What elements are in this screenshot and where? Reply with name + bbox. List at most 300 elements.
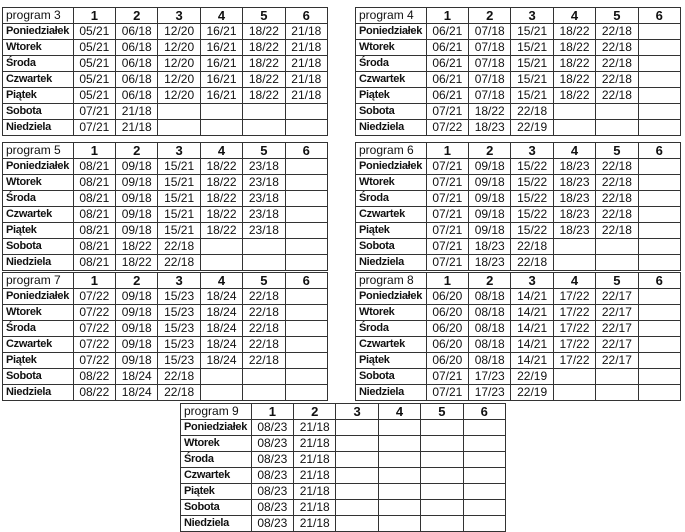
time-cell xyxy=(336,420,378,436)
time-cell xyxy=(463,452,505,468)
time-cell: 06/21 xyxy=(426,40,468,56)
day-label: Piątek xyxy=(356,353,427,369)
column-header: 1 xyxy=(251,404,293,420)
time-cell: 18/22 xyxy=(243,72,285,88)
time-cell xyxy=(463,516,505,532)
time-cell: 06/20 xyxy=(426,305,468,321)
time-cell: 18/23 xyxy=(553,207,595,223)
time-cell: 18/22 xyxy=(243,56,285,72)
time-cell xyxy=(638,385,680,401)
time-cell: 08/21 xyxy=(73,255,115,271)
time-cell xyxy=(553,385,595,401)
time-cell: 22/17 xyxy=(596,353,638,369)
time-cell: 18/22 xyxy=(200,191,242,207)
time-cell: 06/18 xyxy=(116,24,158,40)
time-cell: 21/18 xyxy=(116,104,158,120)
time-cell xyxy=(285,305,327,321)
time-cell: 06/21 xyxy=(426,72,468,88)
time-cell: 07/21 xyxy=(426,104,468,120)
table-row xyxy=(3,305,328,321)
table-row xyxy=(181,468,506,484)
column-header: 6 xyxy=(285,273,327,289)
time-cell: 06/21 xyxy=(426,88,468,104)
header-row xyxy=(356,8,681,24)
column-header: 6 xyxy=(638,8,680,24)
time-cell: 21/18 xyxy=(294,420,336,436)
time-cell xyxy=(596,369,638,385)
time-cell: 22/18 xyxy=(596,24,638,40)
time-cell: 15/21 xyxy=(511,40,553,56)
table-row xyxy=(181,516,506,532)
time-cell: 22/19 xyxy=(511,120,553,136)
time-cell: 21/18 xyxy=(116,120,158,136)
time-cell: 18/23 xyxy=(553,159,595,175)
table-row xyxy=(3,104,328,120)
time-cell: 22/18 xyxy=(511,104,553,120)
time-cell: 07/18 xyxy=(469,72,511,88)
time-cell xyxy=(638,321,680,337)
time-cell: 08/21 xyxy=(73,239,115,255)
time-cell: 17/23 xyxy=(469,385,511,401)
time-cell xyxy=(463,500,505,516)
program-title: program 6 xyxy=(356,143,427,159)
table-row xyxy=(3,40,328,56)
time-cell: 05/21 xyxy=(73,72,115,88)
time-cell: 08/23 xyxy=(251,468,293,484)
table-row xyxy=(181,452,506,468)
time-cell: 18/24 xyxy=(200,321,242,337)
time-cell: 21/18 xyxy=(294,500,336,516)
time-cell: 17/23 xyxy=(469,369,511,385)
time-cell: 09/18 xyxy=(469,191,511,207)
table-row xyxy=(3,337,328,353)
table-row xyxy=(356,385,681,401)
column-header: 3 xyxy=(158,273,200,289)
day-label: Środa xyxy=(356,321,427,337)
column-header: 2 xyxy=(116,273,158,289)
time-cell: 08/23 xyxy=(251,484,293,500)
time-cell xyxy=(285,321,327,337)
time-cell: 22/18 xyxy=(596,207,638,223)
time-cell: 08/23 xyxy=(251,516,293,532)
time-cell: 22/19 xyxy=(511,385,553,401)
column-header: 4 xyxy=(378,404,420,420)
table-row xyxy=(356,289,681,305)
time-cell xyxy=(200,255,242,271)
table-row xyxy=(181,500,506,516)
time-cell: 09/18 xyxy=(116,353,158,369)
time-cell: 18/22 xyxy=(553,88,595,104)
time-cell: 07/22 xyxy=(73,353,115,369)
time-cell: 16/21 xyxy=(200,24,242,40)
time-cell xyxy=(378,516,420,532)
column-header: 5 xyxy=(243,143,285,159)
table-row xyxy=(3,24,328,40)
time-cell: 22/18 xyxy=(158,239,200,255)
time-cell xyxy=(638,191,680,207)
time-cell xyxy=(596,239,638,255)
column-header: 4 xyxy=(553,143,595,159)
time-cell: 21/18 xyxy=(294,516,336,532)
table-row xyxy=(356,337,681,353)
table-row xyxy=(356,24,681,40)
time-cell: 15/21 xyxy=(158,175,200,191)
time-cell: 15/21 xyxy=(158,207,200,223)
time-cell xyxy=(378,436,420,452)
day-label: Poniedziałek xyxy=(356,289,427,305)
time-cell: 15/22 xyxy=(511,191,553,207)
time-cell: 23/18 xyxy=(243,223,285,239)
day-label: Niedziela xyxy=(3,385,74,401)
time-cell: 06/20 xyxy=(426,321,468,337)
time-cell xyxy=(200,385,242,401)
time-cell xyxy=(421,420,463,436)
time-cell: 08/21 xyxy=(73,159,115,175)
day-label: Czwartek xyxy=(3,72,74,88)
time-cell: 18/22 xyxy=(553,24,595,40)
time-cell xyxy=(553,239,595,255)
table-row xyxy=(356,353,681,369)
time-cell xyxy=(336,452,378,468)
time-cell: 22/18 xyxy=(158,369,200,385)
day-label: Niedziela xyxy=(181,516,252,532)
day-label: Sobota xyxy=(356,369,427,385)
time-cell: 09/18 xyxy=(116,289,158,305)
time-cell: 18/22 xyxy=(469,104,511,120)
time-cell: 22/17 xyxy=(596,321,638,337)
column-header: 2 xyxy=(469,143,511,159)
day-label: Wtorek xyxy=(356,40,427,56)
time-cell: 18/24 xyxy=(200,289,242,305)
table-row xyxy=(356,223,681,239)
day-label: Piątek xyxy=(356,88,427,104)
time-cell xyxy=(285,207,327,223)
time-cell: 07/21 xyxy=(426,207,468,223)
day-label: Niedziela xyxy=(356,255,427,271)
day-label: Piątek xyxy=(3,88,74,104)
time-cell xyxy=(596,385,638,401)
time-cell: 07/21 xyxy=(426,369,468,385)
time-cell xyxy=(285,385,327,401)
time-cell: 23/18 xyxy=(243,159,285,175)
time-cell: 15/22 xyxy=(511,207,553,223)
time-cell: 07/21 xyxy=(426,223,468,239)
column-header: 6 xyxy=(285,143,327,159)
time-cell: 22/18 xyxy=(243,353,285,369)
time-cell xyxy=(285,369,327,385)
day-label: Czwartek xyxy=(3,337,74,353)
time-cell: 15/21 xyxy=(511,88,553,104)
time-cell: 18/22 xyxy=(243,40,285,56)
program-9-table xyxy=(180,403,506,532)
time-cell: 18/24 xyxy=(200,337,242,353)
time-cell xyxy=(336,468,378,484)
time-cell: 08/21 xyxy=(73,175,115,191)
table-row xyxy=(3,369,328,385)
day-label: Czwartek xyxy=(356,207,427,223)
day-label: Piątek xyxy=(3,223,74,239)
time-cell: 07/21 xyxy=(426,159,468,175)
table-row xyxy=(356,207,681,223)
time-cell xyxy=(421,468,463,484)
header-row xyxy=(356,273,681,289)
time-cell: 15/21 xyxy=(158,159,200,175)
time-cell: 09/18 xyxy=(116,223,158,239)
time-cell xyxy=(638,40,680,56)
time-cell: 08/18 xyxy=(469,337,511,353)
column-header: 5 xyxy=(243,273,285,289)
column-header: 1 xyxy=(426,273,468,289)
time-cell: 08/21 xyxy=(73,223,115,239)
time-cell xyxy=(200,369,242,385)
column-header: 2 xyxy=(294,404,336,420)
day-label: Poniedziałek xyxy=(356,159,427,175)
time-cell xyxy=(285,159,327,175)
time-cell: 23/18 xyxy=(243,191,285,207)
day-label: Środa xyxy=(3,321,74,337)
column-header: 3 xyxy=(158,143,200,159)
table-row xyxy=(356,191,681,207)
time-cell xyxy=(285,120,327,136)
time-cell: 09/18 xyxy=(469,223,511,239)
time-cell: 09/18 xyxy=(116,159,158,175)
column-header: 6 xyxy=(463,404,505,420)
time-cell: 06/21 xyxy=(426,24,468,40)
time-cell xyxy=(638,159,680,175)
time-cell: 23/18 xyxy=(243,175,285,191)
header-row xyxy=(3,8,328,24)
header-row xyxy=(3,273,328,289)
time-cell xyxy=(243,369,285,385)
time-cell xyxy=(285,337,327,353)
column-header: 3 xyxy=(336,404,378,420)
time-cell xyxy=(463,420,505,436)
table-row xyxy=(356,175,681,191)
time-cell: 15/23 xyxy=(158,321,200,337)
column-header: 5 xyxy=(243,8,285,24)
time-cell: 18/23 xyxy=(553,223,595,239)
time-cell xyxy=(421,516,463,532)
time-cell xyxy=(553,369,595,385)
time-cell: 14/21 xyxy=(511,289,553,305)
program-title: program 9 xyxy=(181,404,252,420)
time-cell: 18/24 xyxy=(200,305,242,321)
time-cell xyxy=(200,120,242,136)
time-cell: 21/18 xyxy=(285,56,327,72)
table-row xyxy=(3,72,328,88)
day-label: Czwartek xyxy=(3,207,74,223)
time-cell: 05/21 xyxy=(73,88,115,104)
column-header: 2 xyxy=(469,8,511,24)
table-row xyxy=(3,159,328,175)
time-cell xyxy=(336,436,378,452)
time-cell: 07/18 xyxy=(469,40,511,56)
table-row xyxy=(3,207,328,223)
column-header: 6 xyxy=(285,8,327,24)
day-label: Piątek xyxy=(3,353,74,369)
time-cell: 21/18 xyxy=(294,468,336,484)
column-header: 5 xyxy=(421,404,463,420)
time-cell xyxy=(378,484,420,500)
time-cell: 21/18 xyxy=(285,40,327,56)
table-row xyxy=(3,56,328,72)
day-label: Sobota xyxy=(356,104,427,120)
day-label: Wtorek xyxy=(356,305,427,321)
time-cell: 22/17 xyxy=(596,337,638,353)
time-cell: 15/21 xyxy=(158,223,200,239)
time-cell xyxy=(243,120,285,136)
time-cell: 21/18 xyxy=(294,452,336,468)
table-row xyxy=(3,223,328,239)
program-title: program 4 xyxy=(356,8,427,24)
time-cell: 07/22 xyxy=(426,120,468,136)
time-cell: 06/18 xyxy=(116,40,158,56)
time-cell xyxy=(243,255,285,271)
time-cell: 14/21 xyxy=(511,305,553,321)
header-row xyxy=(3,143,328,159)
table-row xyxy=(356,40,681,56)
time-cell: 18/22 xyxy=(553,72,595,88)
time-cell xyxy=(638,88,680,104)
time-cell: 22/18 xyxy=(596,40,638,56)
table-row xyxy=(356,120,681,136)
time-cell xyxy=(421,452,463,468)
column-header: 5 xyxy=(596,143,638,159)
time-cell xyxy=(596,255,638,271)
day-label: Sobota xyxy=(3,239,74,255)
column-header: 2 xyxy=(469,273,511,289)
time-cell xyxy=(553,104,595,120)
day-label: Wtorek xyxy=(356,175,427,191)
program-title: program 7 xyxy=(3,273,74,289)
time-cell: 15/23 xyxy=(158,353,200,369)
column-header: 3 xyxy=(511,143,553,159)
time-cell: 22/18 xyxy=(596,223,638,239)
time-cell: 18/23 xyxy=(553,191,595,207)
table-row xyxy=(356,88,681,104)
time-cell: 22/18 xyxy=(243,321,285,337)
column-header: 4 xyxy=(200,273,242,289)
time-cell: 15/21 xyxy=(511,56,553,72)
time-cell: 22/18 xyxy=(596,175,638,191)
table-row xyxy=(3,385,328,401)
column-header: 6 xyxy=(638,273,680,289)
time-cell xyxy=(638,255,680,271)
time-cell: 15/22 xyxy=(511,175,553,191)
day-label: Poniedziałek xyxy=(3,24,74,40)
program-7-table xyxy=(2,272,328,401)
program-8-table xyxy=(355,272,681,401)
time-cell: 12/20 xyxy=(158,24,200,40)
time-cell: 08/23 xyxy=(251,420,293,436)
time-cell xyxy=(378,468,420,484)
time-cell: 07/18 xyxy=(469,88,511,104)
time-cell: 16/21 xyxy=(200,40,242,56)
time-cell: 07/22 xyxy=(73,321,115,337)
day-label: Środa xyxy=(356,191,427,207)
program-6-table xyxy=(355,142,681,271)
time-cell: 06/18 xyxy=(116,88,158,104)
time-cell xyxy=(378,420,420,436)
time-cell: 22/18 xyxy=(243,289,285,305)
time-cell: 09/18 xyxy=(116,175,158,191)
time-cell: 08/21 xyxy=(73,191,115,207)
table-row xyxy=(356,255,681,271)
time-cell xyxy=(200,239,242,255)
time-cell xyxy=(158,120,200,136)
time-cell: 07/21 xyxy=(73,120,115,136)
time-cell: 08/23 xyxy=(251,436,293,452)
time-cell: 08/23 xyxy=(251,500,293,516)
time-cell xyxy=(638,337,680,353)
day-label: Niedziela xyxy=(3,255,74,271)
time-cell: 21/18 xyxy=(294,484,336,500)
time-cell: 22/18 xyxy=(596,159,638,175)
time-cell xyxy=(243,385,285,401)
table-row xyxy=(3,191,328,207)
table-row xyxy=(356,56,681,72)
time-cell: 07/22 xyxy=(73,305,115,321)
time-cell: 06/20 xyxy=(426,353,468,369)
table-row xyxy=(356,239,681,255)
column-header: 1 xyxy=(73,8,115,24)
time-cell: 18/23 xyxy=(469,255,511,271)
time-cell: 17/22 xyxy=(553,289,595,305)
day-label: Sobota xyxy=(356,239,427,255)
time-cell: 07/21 xyxy=(426,239,468,255)
day-label: Sobota xyxy=(3,104,74,120)
time-cell xyxy=(285,353,327,369)
time-cell: 23/18 xyxy=(243,207,285,223)
table-row xyxy=(181,436,506,452)
day-label: Środa xyxy=(181,452,252,468)
time-cell: 07/18 xyxy=(469,56,511,72)
day-label: Wtorek xyxy=(3,40,74,56)
time-cell: 09/18 xyxy=(116,337,158,353)
time-cell: 18/22 xyxy=(200,207,242,223)
time-cell: 18/22 xyxy=(553,40,595,56)
time-cell: 07/21 xyxy=(426,385,468,401)
time-cell xyxy=(638,353,680,369)
time-cell: 07/21 xyxy=(426,255,468,271)
time-cell xyxy=(200,104,242,120)
time-cell xyxy=(638,72,680,88)
day-label: Poniedziałek xyxy=(3,159,74,175)
time-cell xyxy=(378,500,420,516)
day-label: Niedziela xyxy=(3,120,74,136)
table-row xyxy=(3,321,328,337)
time-cell: 07/21 xyxy=(426,175,468,191)
time-cell: 06/20 xyxy=(426,289,468,305)
time-cell xyxy=(638,207,680,223)
time-cell xyxy=(285,223,327,239)
time-cell: 05/21 xyxy=(73,40,115,56)
time-cell: 16/21 xyxy=(200,72,242,88)
time-cell xyxy=(336,516,378,532)
time-cell: 09/18 xyxy=(116,321,158,337)
time-cell xyxy=(421,484,463,500)
day-label: Środa xyxy=(3,191,74,207)
table-row xyxy=(3,289,328,305)
time-cell: 06/21 xyxy=(426,56,468,72)
time-cell: 17/22 xyxy=(553,305,595,321)
time-cell: 09/18 xyxy=(116,191,158,207)
time-cell xyxy=(638,56,680,72)
time-cell: 12/20 xyxy=(158,56,200,72)
time-cell xyxy=(243,104,285,120)
column-header: 4 xyxy=(553,8,595,24)
table-row xyxy=(356,159,681,175)
